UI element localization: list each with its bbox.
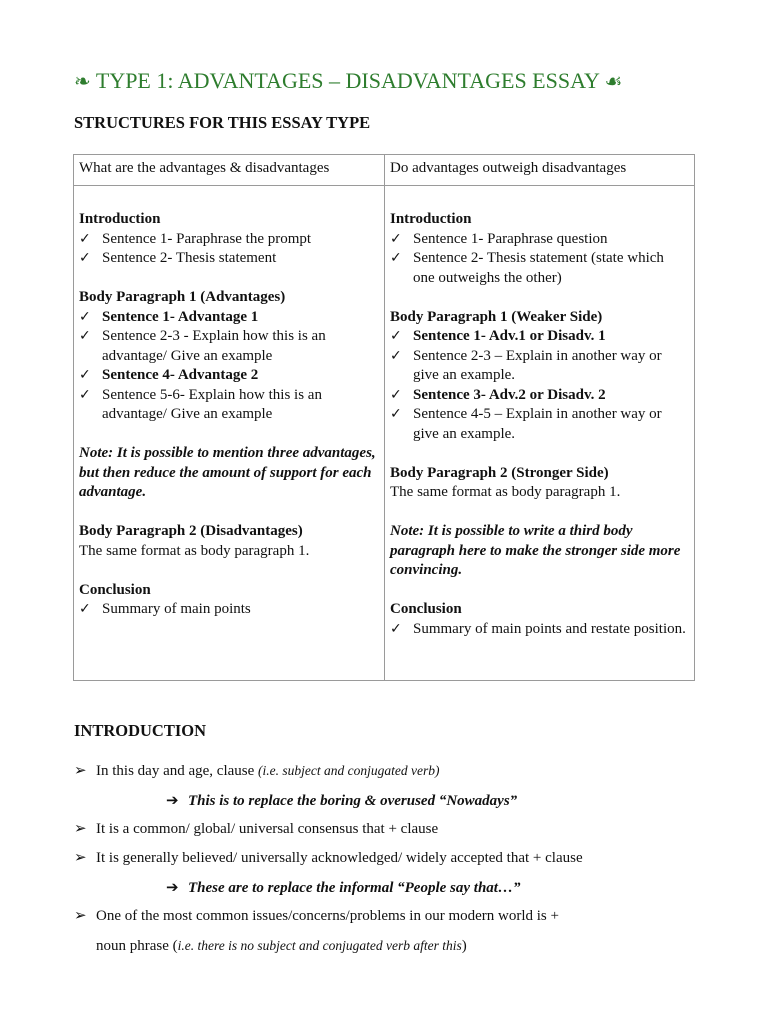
check-icon: ✓	[390, 328, 402, 344]
check-icon: ✓	[390, 347, 402, 364]
checklist-item: ✓ Summary of main points and restate position.	[390, 620, 689, 640]
intro-sub-point: ➔ These are to replace the informal “People say that…”	[166, 878, 521, 896]
checklist-item: ✓ Sentence 4-5 – Explain in another way or give an example.	[390, 406, 662, 442]
intro-bullet: ➢ In this day and age, clause (i.e. subject and conjugated verb)	[74, 756, 704, 786]
document-title	[74, 66, 714, 97]
arrowhead-bullet-icon: ➢	[74, 819, 87, 837]
check-icon: ✓	[79, 367, 91, 383]
right-intro-heading: Introduction	[390, 211, 472, 227]
left-intro-heading: Introduction	[79, 211, 161, 227]
structure-left-cell	[74, 186, 385, 681]
left-note: Note: It is possible to mention three advantages, but then reduce the amount of support for each advantage.	[79, 445, 376, 500]
checklist-item: ✓ Sentence 2- Thesis statement	[79, 249, 379, 269]
left-conclusion-heading: Conclusion	[79, 581, 151, 598]
left-ornament-icon: ❧	[74, 71, 91, 93]
check-icon: ✓	[390, 386, 402, 403]
introduction-heading: INTRODUCTION	[74, 721, 207, 740]
checklist-item: ✓ Sentence 1- Advantage 1	[79, 308, 379, 328]
arrowhead-bullet-icon: ➢	[74, 761, 87, 779]
table-header-right: Do advantages outweigh disadvantages	[385, 155, 695, 186]
checklist-item: ✓ Sentence 2- Thesis statement (state which one outweighs the other)	[390, 250, 664, 286]
structure-table	[73, 154, 695, 681]
check-icon: ✓	[79, 250, 91, 266]
check-icon: ✓	[390, 406, 402, 422]
right-conclusion-heading: Conclusion	[390, 601, 462, 617]
right-note: Note: It is possible to write a third body paragraph here to make the stronger side more convincing.	[390, 523, 681, 578]
check-icon: ✓	[79, 601, 91, 617]
intro-bullet: ➢ One of the most common issues/concerns/problems in our modern world is +	[74, 901, 704, 931]
right-body1-heading: Body Paragraph 1 (Weaker Side)	[390, 308, 603, 325]
right-ornament-icon: ☙	[604, 71, 623, 93]
check-icon: ✓	[79, 328, 91, 344]
check-icon: ✓	[79, 308, 91, 325]
checklist-item: ✓ Sentence 1- Paraphrase the prompt	[79, 230, 379, 250]
check-icon: ✓	[79, 386, 91, 403]
intro-bullet: ➢ It is a common/ global/ universal consensus that + clause	[74, 814, 704, 844]
arrowhead-bullet-icon: ➢	[74, 906, 87, 924]
right-body2-heading: Body Paragraph 2 (Stronger Side)	[390, 464, 609, 481]
title-text: TYPE 1: ADVANTAGES – DISADVANTAGES ESSAY	[95, 68, 600, 93]
check-icon: ✓	[390, 250, 402, 266]
checklist-item: ✓ Sentence 2-3 - Explain how this is an advantage/ Give an example	[79, 328, 326, 364]
left-body2-text: The same format as body paragraph 1.	[79, 542, 310, 559]
checklist-item: ✓ Sentence 4- Advantage 2	[79, 366, 379, 386]
intro-bullet: ➢ It is generally believed/ universally acknowledged/ widely accepted that + clause	[74, 843, 704, 873]
intro-sub-point: ➔ This is to replace the boring & overused “Nowadays”	[166, 791, 518, 809]
checklist-item: ✓ Sentence 5-6- Explain how this is an advantage/ Give an example	[79, 386, 322, 422]
check-icon: ✓	[79, 230, 91, 247]
checklist-item: ✓ Sentence 1- Paraphrase question	[390, 230, 689, 250]
check-icon: ✓	[390, 230, 402, 247]
right-body2-text: The same format as body paragraph 1.	[390, 484, 621, 500]
intro-bullet-continuation: noun phrase (i.e. there is no subject and conjugated verb after this)	[96, 938, 467, 954]
checklist-item: ✓ Summary of main points	[79, 600, 379, 620]
left-body2-heading: Body Paragraph 2 (Disadvantages)	[79, 523, 303, 539]
arrow-right-icon: ➔	[166, 791, 179, 809]
check-icon: ✓	[390, 620, 402, 637]
table-header-left: What are the advantages & disadvantages	[74, 155, 385, 186]
arrowhead-bullet-icon: ➢	[74, 848, 87, 866]
checklist-item: ✓ Sentence 1- Adv.1 or Disadv. 1	[390, 327, 689, 347]
arrow-right-icon: ➔	[166, 878, 179, 896]
left-body1-heading: Body Paragraph 1 (Advantages)	[79, 289, 286, 305]
structure-right-cell	[385, 186, 695, 681]
checklist-item: ✓ Sentence 2-3 – Explain in another way or give an example.	[390, 347, 662, 383]
checklist-item: ✓ Sentence 3- Adv.2 or Disadv. 2	[390, 386, 689, 406]
section-heading-structures: STRUCTURES FOR THIS ESSAY TYPE	[74, 113, 371, 132]
